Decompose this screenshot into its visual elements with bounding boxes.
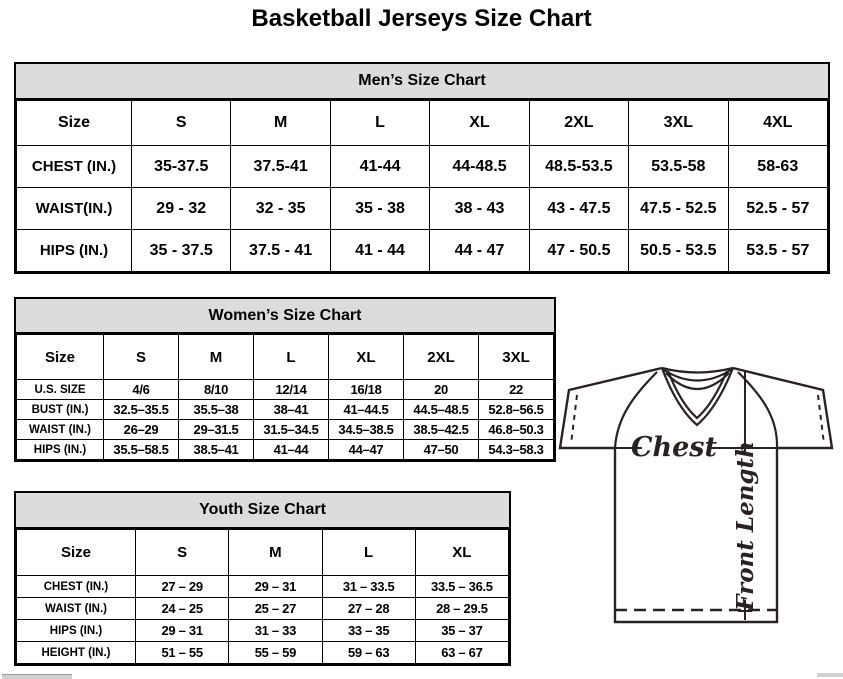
row-label: HEIGHT (IN.) bbox=[17, 642, 136, 664]
size-value-cell: 31 – 33 bbox=[229, 620, 322, 642]
size-value-cell: 41–44.5 bbox=[329, 400, 404, 420]
size-value-cell: 35 - 37.5 bbox=[132, 230, 231, 272]
size-value-cell: 27 – 28 bbox=[322, 598, 415, 620]
size-value-cell: 55 – 59 bbox=[229, 642, 322, 664]
row-label: Size bbox=[17, 530, 136, 576]
size-value-cell: 44 - 47 bbox=[430, 230, 529, 272]
size-value-cell: 35-37.5 bbox=[132, 146, 231, 188]
size-value-cell: 27 – 29 bbox=[136, 576, 229, 598]
womens-size-table bbox=[16, 334, 554, 460]
womens-chart-header: Women’s Size Chart bbox=[16, 299, 554, 334]
size-column-header: L bbox=[322, 530, 415, 576]
size-value-cell: 50.5 - 53.5 bbox=[629, 230, 728, 272]
size-value-cell: 44-48.5 bbox=[430, 146, 529, 188]
size-value-cell: 33 – 35 bbox=[322, 620, 415, 642]
row-label: HIPS (IN.) bbox=[17, 440, 104, 460]
row-label: WAIST (IN.) bbox=[17, 420, 104, 440]
size-value-cell: 38.5–41 bbox=[179, 440, 254, 460]
size-value-cell: 63 – 67 bbox=[415, 642, 508, 664]
size-value-cell: 59 – 63 bbox=[322, 642, 415, 664]
row-label: Size bbox=[17, 101, 132, 146]
jersey-outline bbox=[560, 368, 832, 622]
size-value-cell: 48.5-53.5 bbox=[529, 146, 628, 188]
size-value-cell: 37.5 - 41 bbox=[231, 230, 330, 272]
row-label: BUST (IN.) bbox=[17, 400, 104, 420]
mens-size-chart bbox=[14, 62, 830, 274]
page-title: Basketball Jerseys Size Chart bbox=[251, 5, 592, 32]
size-column-header: 3XL bbox=[479, 335, 554, 380]
size-value-cell: 25 – 27 bbox=[229, 598, 322, 620]
table-row bbox=[17, 400, 554, 420]
size-value-cell: 54.3–58.3 bbox=[479, 440, 554, 460]
size-column-header: S bbox=[136, 530, 229, 576]
size-column-header: M bbox=[229, 530, 322, 576]
size-value-cell: 22 bbox=[479, 380, 554, 400]
size-value-cell: 41-44 bbox=[330, 146, 429, 188]
table-row bbox=[17, 230, 828, 272]
size-value-cell: 38 - 43 bbox=[430, 188, 529, 230]
size-value-cell: 35.5–58.5 bbox=[104, 440, 179, 460]
mens-chart-header: Men’s Size Chart bbox=[16, 64, 828, 100]
size-value-cell: 44.5–48.5 bbox=[404, 400, 479, 420]
front-length-label: Front Length bbox=[732, 441, 759, 611]
table-row bbox=[17, 380, 554, 400]
size-value-cell: 26–29 bbox=[104, 420, 179, 440]
horizontal-scrollbar-fragment-right[interactable] bbox=[817, 673, 843, 677]
size-value-cell: 44–47 bbox=[329, 440, 404, 460]
table-row bbox=[17, 576, 509, 598]
row-label: CHEST (IN.) bbox=[17, 576, 136, 598]
size-value-cell: 53.5 - 57 bbox=[728, 230, 827, 272]
size-column-header: 3XL bbox=[629, 101, 728, 146]
size-column-header: XL bbox=[415, 530, 508, 576]
size-column-header: XL bbox=[329, 335, 404, 380]
size-value-cell: 35.5–38 bbox=[179, 400, 254, 420]
size-value-cell: 52.8–56.5 bbox=[479, 400, 554, 420]
size-column-header: M bbox=[231, 101, 330, 146]
size-column-header: S bbox=[132, 101, 231, 146]
size-value-cell: 46.8–50.3 bbox=[479, 420, 554, 440]
size-column-header: 2XL bbox=[529, 101, 628, 146]
womens-size-chart bbox=[14, 297, 556, 462]
size-value-cell: 32 - 35 bbox=[231, 188, 330, 230]
size-value-cell: 28 – 29.5 bbox=[415, 598, 508, 620]
size-column-header: S bbox=[104, 335, 179, 380]
table-row bbox=[17, 146, 828, 188]
size-value-cell: 37.5-41 bbox=[231, 146, 330, 188]
size-value-cell: 20 bbox=[404, 380, 479, 400]
row-label: Size bbox=[17, 335, 104, 380]
size-value-cell: 29 – 31 bbox=[229, 576, 322, 598]
size-column-header: M bbox=[179, 335, 254, 380]
table-row bbox=[17, 335, 554, 380]
row-label: HIPS (IN.) bbox=[17, 230, 132, 272]
row-label: WAIST(IN.) bbox=[17, 188, 132, 230]
size-value-cell: 47–50 bbox=[404, 440, 479, 460]
row-label: CHEST (IN.) bbox=[17, 146, 132, 188]
size-value-cell: 43 - 47.5 bbox=[529, 188, 628, 230]
size-value-cell: 38–41 bbox=[254, 400, 329, 420]
table-row bbox=[17, 420, 554, 440]
table-row bbox=[17, 642, 509, 664]
size-value-cell: 24 – 25 bbox=[136, 598, 229, 620]
row-label: U.S. SIZE bbox=[17, 380, 104, 400]
youth-size-chart bbox=[14, 491, 511, 666]
jersey-collar bbox=[662, 368, 733, 425]
table-row bbox=[17, 620, 509, 642]
youth-chart-header: Youth Size Chart bbox=[16, 493, 509, 529]
size-value-cell: 29 – 31 bbox=[136, 620, 229, 642]
size-value-cell: 47 - 50.5 bbox=[529, 230, 628, 272]
size-column-header: 4XL bbox=[728, 101, 827, 146]
row-label: HIPS (IN.) bbox=[17, 620, 136, 642]
table-row bbox=[17, 530, 509, 576]
youth-size-table bbox=[16, 529, 509, 664]
size-value-cell: 31 – 33.5 bbox=[322, 576, 415, 598]
table-row bbox=[17, 440, 554, 460]
table-row bbox=[17, 598, 509, 620]
size-value-cell: 34.5–38.5 bbox=[329, 420, 404, 440]
size-column-header: 2XL bbox=[404, 335, 479, 380]
size-value-cell: 52.5 - 57 bbox=[728, 188, 827, 230]
size-value-cell: 16/18 bbox=[329, 380, 404, 400]
size-column-header: L bbox=[254, 335, 329, 380]
table-row bbox=[17, 188, 828, 230]
size-value-cell: 58-63 bbox=[728, 146, 827, 188]
size-value-cell: 29 - 32 bbox=[132, 188, 231, 230]
size-column-header: L bbox=[330, 101, 429, 146]
size-value-cell: 38.5–42.5 bbox=[404, 420, 479, 440]
size-value-cell: 8/10 bbox=[179, 380, 254, 400]
size-value-cell: 53.5-58 bbox=[629, 146, 728, 188]
horizontal-scrollbar-fragment-left[interactable] bbox=[2, 674, 72, 679]
size-value-cell: 31.5–34.5 bbox=[254, 420, 329, 440]
size-value-cell: 35 - 38 bbox=[330, 188, 429, 230]
row-label: WAIST (IN.) bbox=[17, 598, 136, 620]
chest-label: Chest bbox=[631, 432, 717, 463]
size-value-cell: 12/14 bbox=[254, 380, 329, 400]
size-value-cell: 41–44 bbox=[254, 440, 329, 460]
size-value-cell: 33.5 – 36.5 bbox=[415, 576, 508, 598]
size-value-cell: 51 – 55 bbox=[136, 642, 229, 664]
size-column-header: XL bbox=[430, 101, 529, 146]
size-value-cell: 47.5 - 52.5 bbox=[629, 188, 728, 230]
size-value-cell: 41 - 44 bbox=[330, 230, 429, 272]
size-value-cell: 4/6 bbox=[104, 380, 179, 400]
size-value-cell: 35 – 37 bbox=[415, 620, 508, 642]
mens-size-table bbox=[16, 100, 828, 272]
table-row bbox=[17, 101, 828, 146]
size-value-cell: 29–31.5 bbox=[179, 420, 254, 440]
jersey-measurement-diagram bbox=[556, 359, 843, 631]
size-value-cell: 32.5–35.5 bbox=[104, 400, 179, 420]
